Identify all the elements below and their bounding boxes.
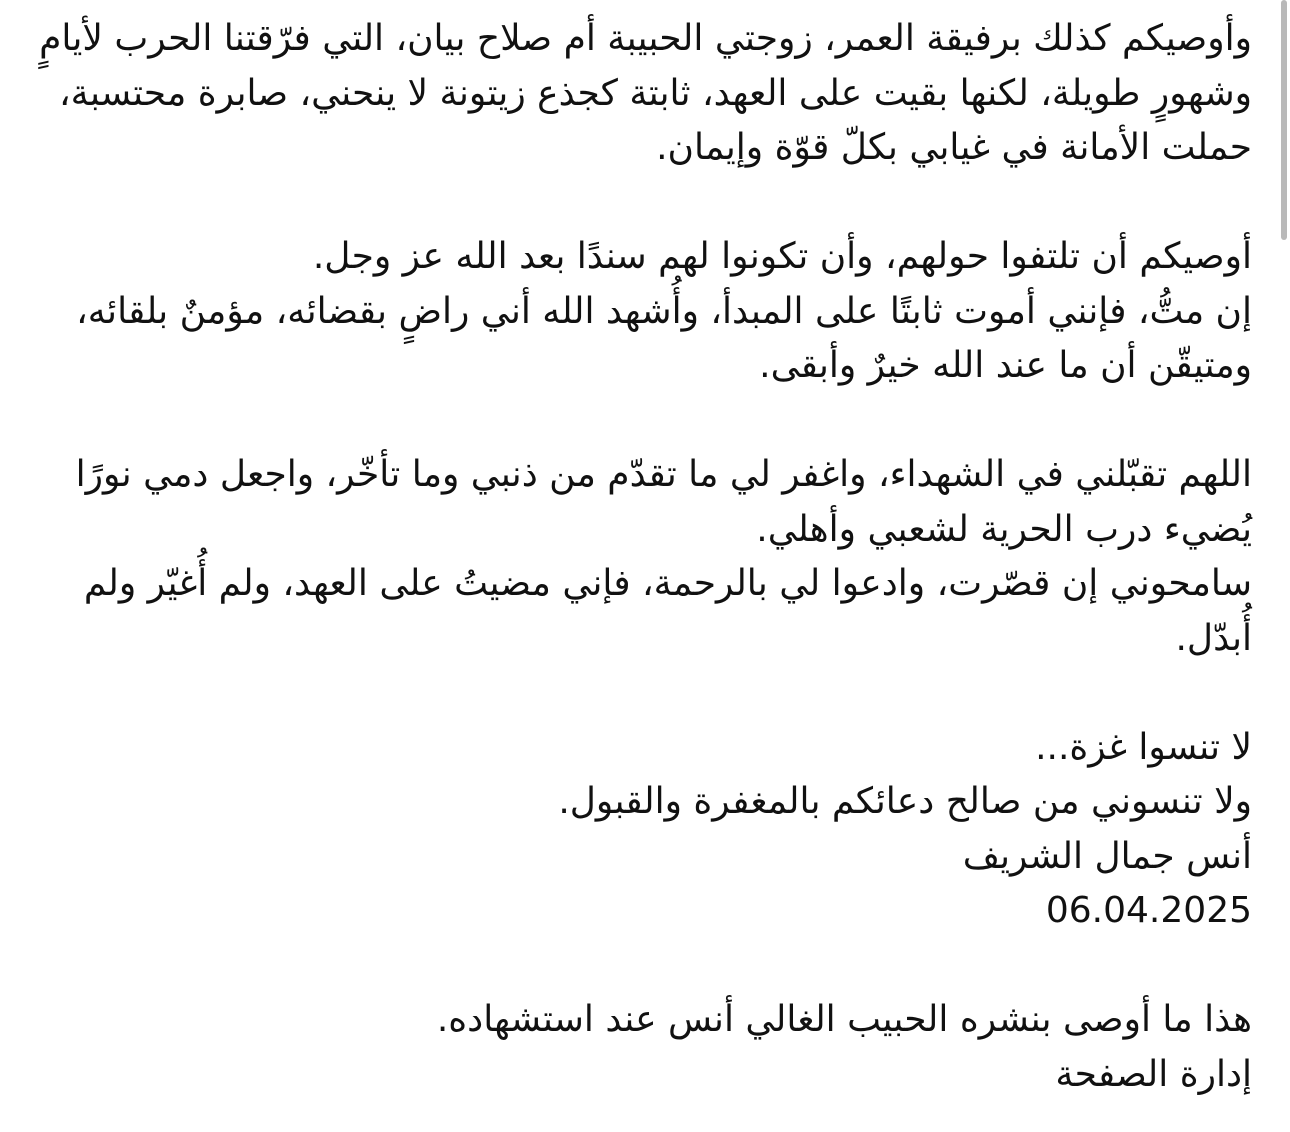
paragraph-family (37, 230, 1252, 394)
will-text (37, 12, 1252, 1102)
date-value: 06.04.2025 (1045, 890, 1252, 931)
scrollbar-thumb[interactable] (1281, 0, 1287, 240)
signature-date (37, 884, 1252, 939)
paragraph-signature (37, 721, 1252, 939)
text-line: إن متُّ، فإنني أموت ثابتًا على المبدأ، وأُشهد الله أني راضٍ بقضائه، مؤمنٌ بلقائه، ومتيقّن أن ما عند الله خيرٌ وأبقى. (76, 290, 1252, 386)
paragraph-page-admin (37, 993, 1252, 1102)
paragraph-wife (37, 12, 1252, 176)
text-line: سامحوني إن قصّرت، وادعوا لي بالرحمة، فإني مضيتُ على العهد، ولم أُغيّر ولم أُبدّل. (83, 563, 1252, 659)
text-line: اللهم تقبّلني في الشهداء، واغفر لي ما تقدّم من ذنبي وما تأخّر، واجعل دمي نورًا يُضيء درب الحرية لشعبي وأهلي. (75, 454, 1252, 550)
paragraph-prayer (37, 448, 1252, 666)
scrollbar[interactable] (1274, 0, 1290, 1132)
page-admin-signature: إدارة الصفحة (1055, 1053, 1252, 1095)
text-line: أوصيكم أن تلتفوا حولهم، وأن تكونوا لهم سندًا بعد الله عز وجل. (312, 236, 1252, 277)
text-line: ولا تنسوني من صالح دعائكم بالمغفرة والقبول. (558, 781, 1252, 822)
text-line: لا تنسوا غزة... (1035, 726, 1252, 768)
signature-name: أنس جمال الشريف (962, 835, 1252, 877)
text-line: وأوصيكم كذلك برفيقة العمر، زوجتي الحبيبة أم صلاح بيان، التي فرّقتنا الحرب لأيامٍ وشهورٍ طويلة، لكنها بقيت على العهد، ثابتة كجذع زيتونة لا ينحني، صابرة محتسبة، حملت الأمانة في غيابي بكلّ قوّة وإيمان. (39, 18, 1252, 168)
text-line: هذا ما أوصى بنشره الحبيب الغالي أنس عند استشهاده. (436, 999, 1252, 1040)
